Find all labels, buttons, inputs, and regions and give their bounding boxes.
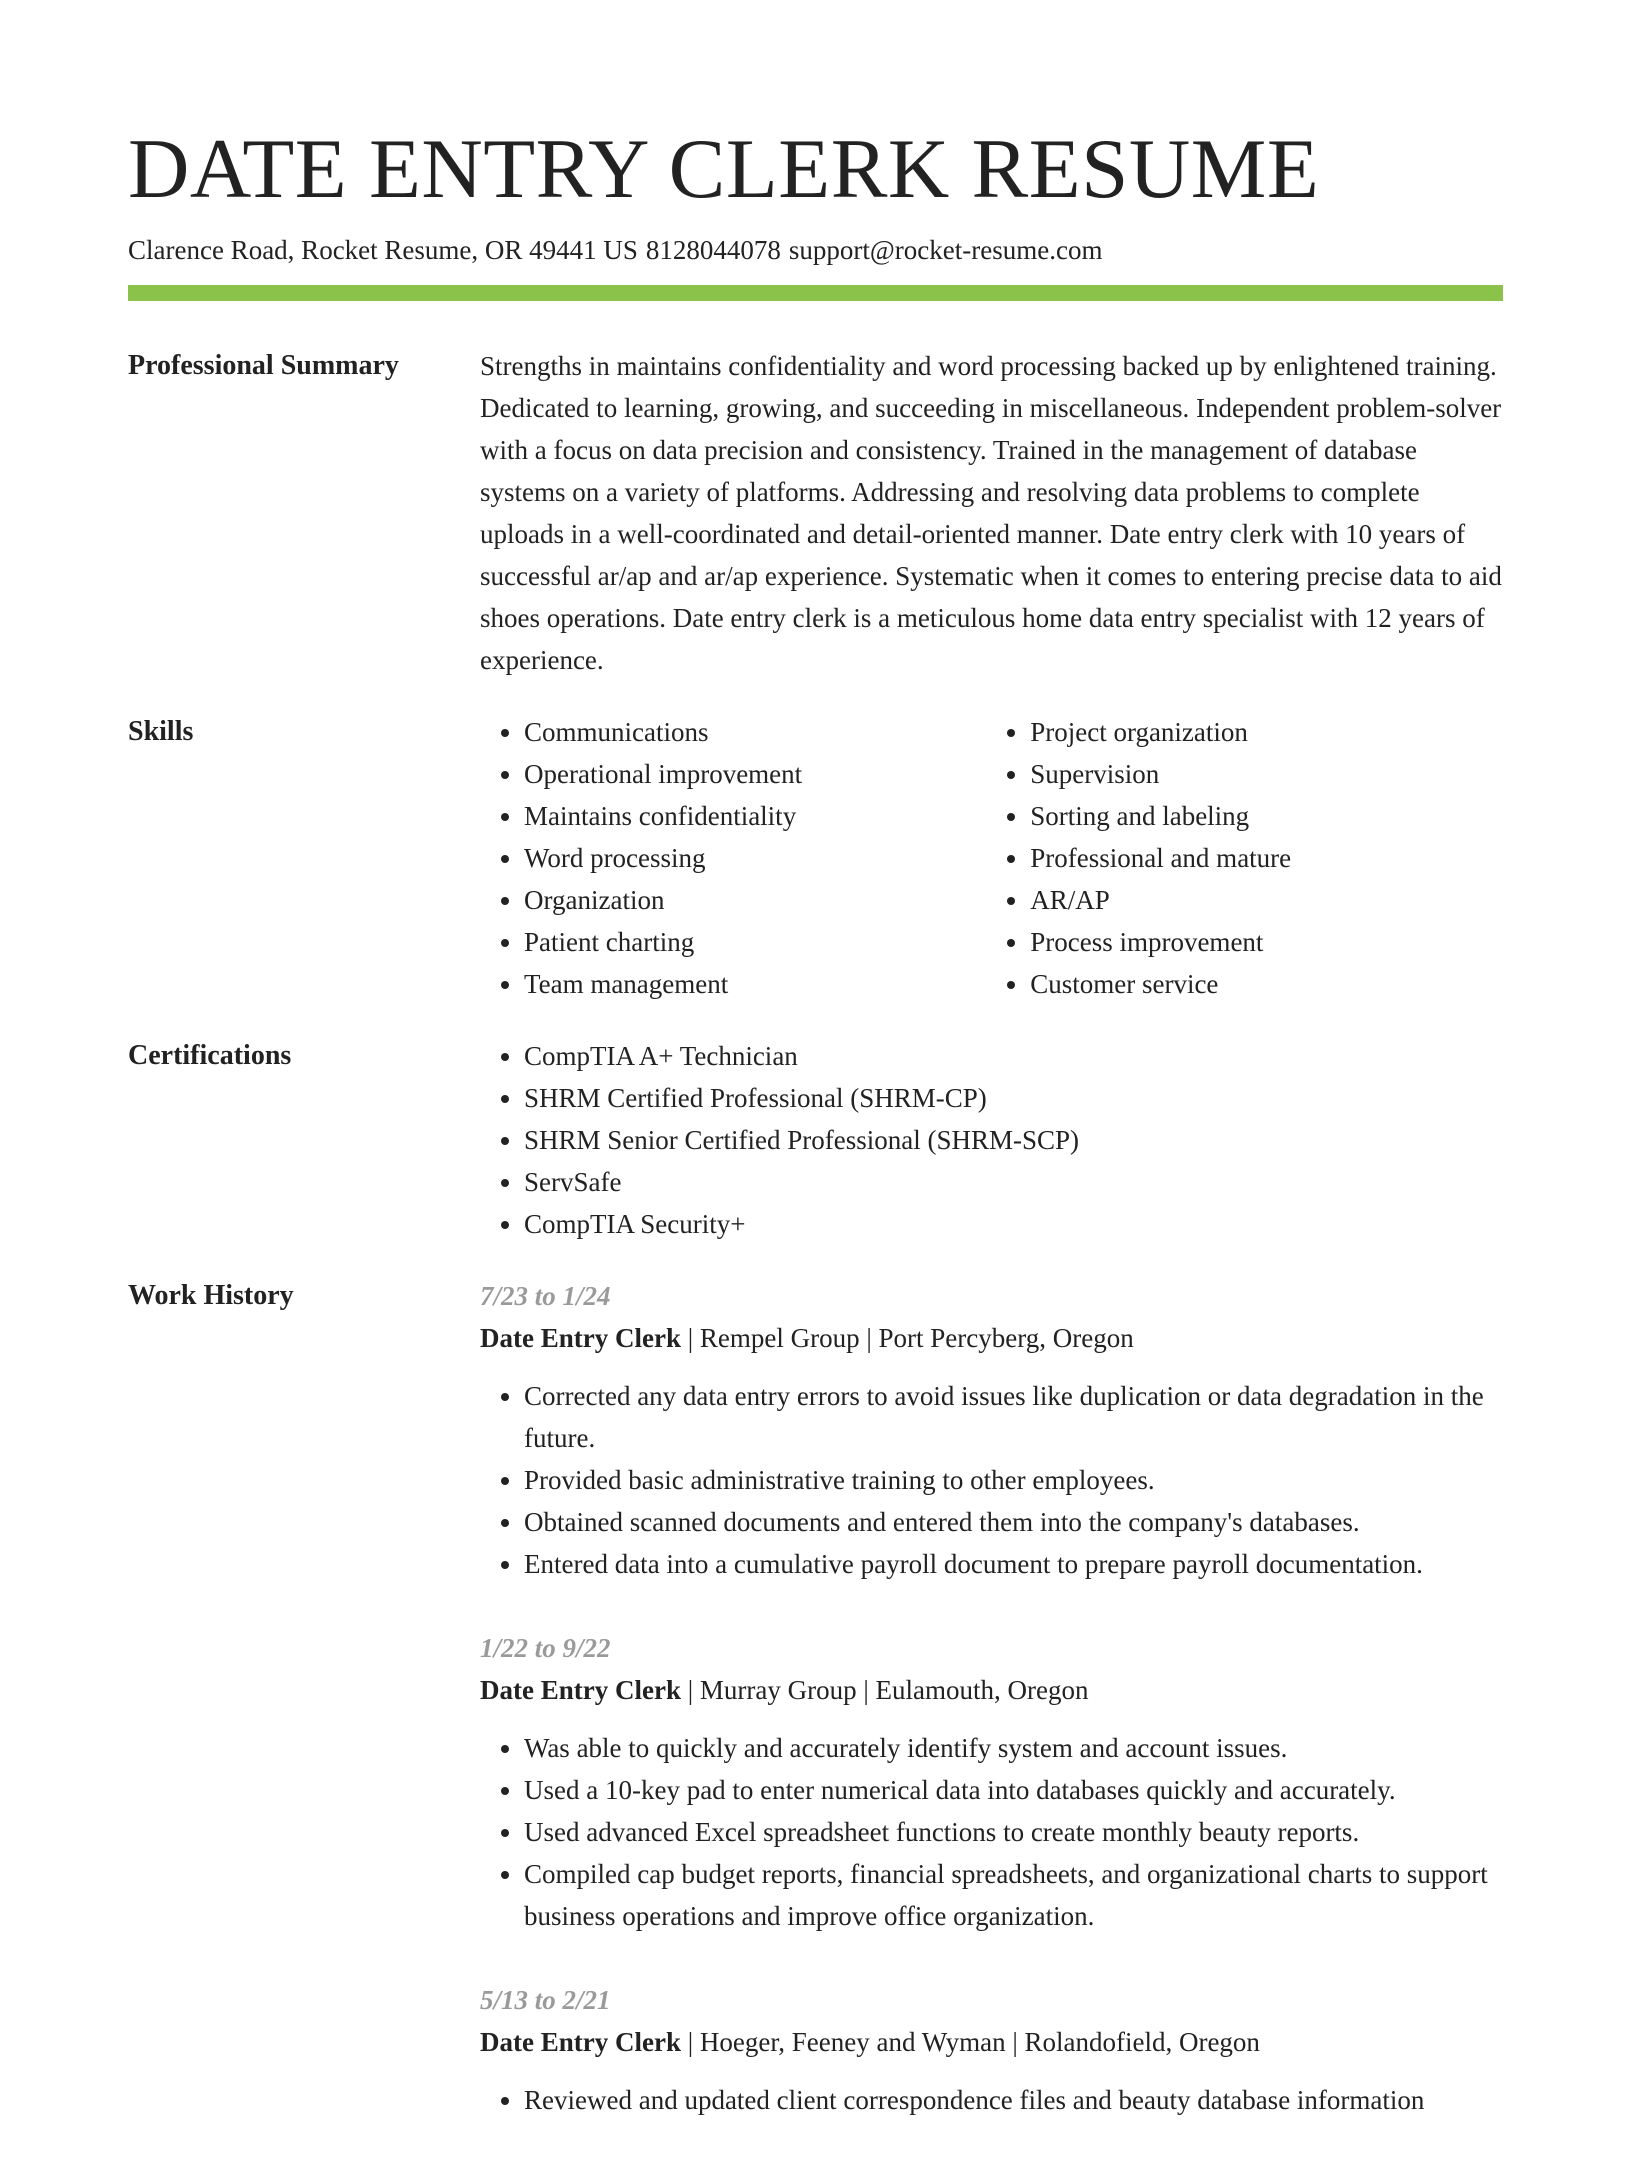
separator: |: [680, 1323, 700, 1353]
skills-body: [480, 711, 1503, 1005]
job-role-line: [480, 2021, 1503, 2063]
work-history-heading: Work History: [128, 1280, 294, 1311]
job-title: Date Entry Clerk: [480, 1323, 681, 1353]
list-item: • CompTIA A+ Technician: [524, 1035, 1503, 1077]
job-dates: 5/13 to 2/21: [480, 1985, 611, 2015]
list-item: • Entered data into a cumulative payroll document to prepare payroll documentation.: [524, 1543, 1503, 1585]
header-divider: [128, 285, 1503, 301]
job-location: Port Percyberg, Oregon: [878, 1323, 1134, 1353]
certifications-body: [480, 1035, 1503, 1245]
list-item: • Patient charting: [524, 921, 942, 963]
job-company: Rempel Group: [699, 1323, 860, 1353]
summary-body: [480, 345, 1503, 681]
list-item: • Project organization: [1030, 711, 1503, 753]
job-company: Murray Group: [699, 1675, 857, 1705]
list-item: • Process improvement: [1030, 921, 1503, 963]
list-item: • Obtained scanned documents and entered them into the company's databases.: [524, 1501, 1503, 1543]
contact-address: Clarence Road, Rocket Resume, OR 49441 US: [128, 235, 638, 265]
summary-text: Strengths in maintains confidentiality and word processing backed up by enlightened training. Dedicated to learning, growing, and succeeding in miscellaneous. Independent problem-solver with a focus on data precision and consistency. Trained in the management of database systems on a variety of platforms. Addressing and resolving data problems to complete uploads in a well-coordinated and detail-oriented manner. Date entry clerk with 10 years of successful ar/ap and ar/ap experience. Systematic when it comes to entering precise data to aid shoes operations. Date entry clerk is a meticulous home data entry specialist with 12 years of experience.: [480, 351, 1502, 675]
job-dates: 7/23 to 1/24: [480, 1281, 611, 1311]
resume-title: DATE ENTRY CLERK RESUME: [128, 122, 1320, 216]
job-company: Hoeger, Feeney and Wyman: [699, 2027, 1006, 2057]
job-entry: [480, 1275, 1503, 1585]
list-item: • Operational improvement: [524, 753, 942, 795]
list-item: • Team management: [524, 963, 942, 1005]
job-bullets: [480, 1375, 1503, 1585]
job-title: Date Entry Clerk: [480, 1675, 681, 1705]
job-location: Rolandofield, Oregon: [1024, 2027, 1260, 2057]
list-item: • Provided basic administrative training to other employees.: [524, 1459, 1503, 1501]
skills-list-left: [480, 711, 942, 1005]
contact-phone: 8128044078: [645, 235, 781, 265]
list-item: • AR/AP: [1030, 879, 1503, 921]
list-item: • Supervision: [1030, 753, 1503, 795]
list-item: • Word processing: [524, 837, 942, 879]
contact-email: support@rocket-resume.com: [788, 235, 1103, 265]
separator: |: [680, 1675, 700, 1705]
certifications-heading: Certifications: [128, 1040, 292, 1071]
job-bullets: [480, 2079, 1503, 2121]
list-item: • Maintains confidentiality: [524, 795, 942, 837]
list-item: • SHRM Senior Certified Professional (SHRM-SCP): [524, 1119, 1503, 1161]
separator: |: [680, 2027, 700, 2057]
contact-line: [128, 232, 1110, 268]
list-item: • Corrected any data entry errors to avoid issues like duplication or data degradation in the future.: [524, 1375, 1503, 1459]
job-role-line: [480, 1317, 1503, 1359]
job-dates: 1/22 to 9/22: [480, 1633, 611, 1663]
summary-heading: Professional Summary: [128, 350, 399, 381]
job-entry: [480, 1979, 1503, 2121]
list-item: • Professional and mature: [1030, 837, 1503, 879]
list-item: • Communications: [524, 711, 942, 753]
separator: |: [859, 1323, 879, 1353]
list-item: • Customer service: [1030, 963, 1503, 1005]
list-item: • CompTIA Security+: [524, 1203, 1503, 1245]
list-item: • Used a 10-key pad to enter numerical data into databases quickly and accurately.: [524, 1769, 1503, 1811]
list-item: • Reviewed and updated client correspondence files and beauty database information: [524, 2079, 1503, 2121]
list-item: • Organization: [524, 879, 942, 921]
skills-list-right: [986, 711, 1503, 1005]
skills-heading: Skills: [128, 716, 194, 747]
job-bullets: [480, 1727, 1503, 1937]
job-entry: [480, 1627, 1503, 1937]
list-item: • Sorting and labeling: [1030, 795, 1503, 837]
separator: |: [1005, 2027, 1025, 2057]
work-history-body: [480, 1275, 1503, 2163]
job-title: Date Entry Clerk: [480, 2027, 681, 2057]
list-item: • SHRM Certified Professional (SHRM-CP): [524, 1077, 1503, 1119]
list-item: • ServSafe: [524, 1161, 1503, 1203]
separator: |: [856, 1675, 876, 1705]
job-location: Eulamouth, Oregon: [875, 1675, 1089, 1705]
certifications-list: [480, 1035, 1503, 1245]
job-role-line: [480, 1669, 1503, 1711]
list-item: • Compiled cap budget reports, financial spreadsheets, and organizational charts to support business operations and improve office organization.: [524, 1853, 1503, 1937]
list-item: • Used advanced Excel spreadsheet functions to create monthly beauty reports.: [524, 1811, 1503, 1853]
list-item: • Was able to quickly and accurately identify system and account issues.: [524, 1727, 1503, 1769]
